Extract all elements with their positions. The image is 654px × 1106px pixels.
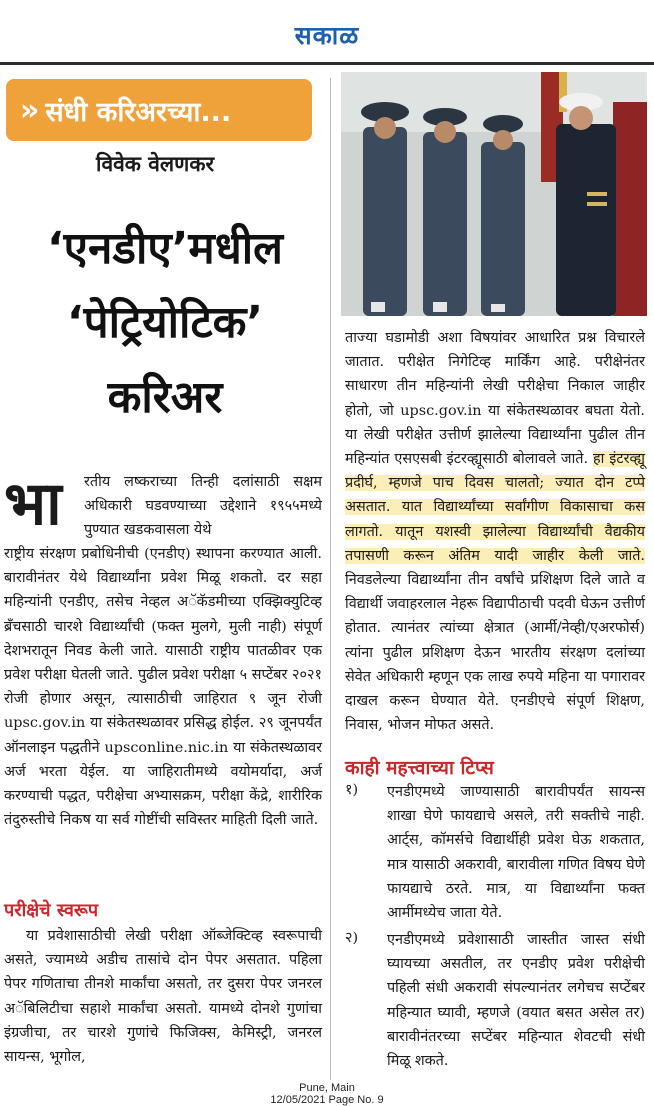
double-chevron-icon: » — [20, 92, 36, 128]
headline-line-2: ‘पेट्रियोटिक’ — [66, 297, 264, 348]
tip-item — [345, 928, 645, 1073]
section-banner-label: संधी करिअरच्या... — [45, 96, 232, 128]
intro-paragraph: राष्ट्रीय संरक्षण प्रबोधिनीची (एनडीए) स्थापना करण्यात आली. बारावीनंतर येथे विद्यार्थ्यांना प्रवेश मिळू शकतो. दर सहा महिन्यांनी एनडीए, तसेच नेव्हल अॅकॅडमीच्या एक्झिक्युटिव्ह ब्रँचसाठी चारशे विद्यार्थ्यांची (फक्त मुलगे, मुली नाही) संपूर्ण देशभरातून निवड केली जाते. यासाठी राष्ट्रीय पातळीवर एक प्रवेश परीक्षा घेतली जाते. पुढील प्रवेश परीक्षा ५ सप्टेंबर २०२१ रोजी होणार असून, त्यासाठीची जाहिरात ९ जून रोजी upsc.gov.in या संकेतस्थळावर प्रसिद्ध होईल. २९ जूनपर्यंत ऑनलाइन पद्धतीने upsconline.nic.in या संकेतस्थळावर अर्ज भरता येईल. या जाहिरातीमध्ये वयोमर्यादा, अर्ज करण्याची पद्धत, परीक्षेचा अभ्यासक्रम, परीक्षा केंद्रे, शारीरिक तंदुरुस्तीचे निकष या सर्व गोष्टींची सविस्तर माहिती दिली जाते. — [4, 546, 322, 829]
highlighted-passage: हा इंटरव्ह्यू प्रदीर्घ, म्हणजे पाच दिवस चालतो; ज्यात दोन टप्पे असतात. यात विद्यार्थ्यांच्या सर्वांगीण विकासाचा कस लागतो. यातून यशस्वी झालेल्या विद्यार्थ्यांची वैद्यकीय तपासणी करून अंतिम यादी जाहीर केली जाते. — [345, 451, 645, 564]
page-footer — [0, 1082, 654, 1106]
headline-line-1: ‘एनडीए’मधील — [46, 223, 284, 274]
tip-text: एनडीएमध्ये प्रवेशासाठी जास्तीत जास्त संधी घ्यायच्या असतील, तर एनडीए प्रवेश परीक्षेची पहिली संधी अकरावी संपल्यानंतर लगेचच सप्टेंबर महिन्यात घ्यावी, म्हणजे (वयात बसत असेल तर) बारावीनंतरच्या सप्टेंबर महिन्यात शेवटची संधी मिळू शकते. — [387, 932, 645, 1070]
exam-format-paragraph: या प्रवेशासाठीची लेखी परीक्षा ऑब्जेक्टिव्ह स्वरूपाची असते, ज्यामध्ये अडीच तासांचे दोन पेपर असतात. पहिला पेपर गणिताचा तीनशे मार्कांचा असतो, तर दुसरा पेपर जनरल अॅबिलिटीचा सहाशे मार्कांचा असतो. यामध्ये दोनशे गुणांचा इंग्रजीचा, तर चारशे गुणांचे फिजिक्स, केमिस्ट्री, जनरल सायन्स, भूगोल, — [4, 928, 322, 1066]
column-divider — [330, 78, 331, 1080]
cadets-ceremony-photo — [341, 72, 647, 316]
tip-number: १) — [345, 782, 359, 798]
header-divider — [0, 62, 654, 65]
selection-text-a: ताज्या घडामोडी अशा विषयांवर आधारित प्रश्न विचारले जातात. परीक्षेत निगेटिव्ह मार्किंग आहे. परीक्षेनंतर साधारण तीन महिन्यांनी लेखी परीक्षेचा निकाल जाहीर होतो, जो upsc.gov.in या संकेतस्थळावर बघता येतो. या लेखी परीक्षेत उत्तीर्ण झालेल्या विद्यार्थ्यांना पुढील तीन महिन्यांत एसएसबी इंटरव्ह्यूसाठी बोलावले जाते. — [345, 330, 645, 468]
selection-text-b: निवडलेल्या विद्यार्थ्यांना तीन वर्षांचे प्रशिक्षण दिले जाते व विद्यार्थी जवाहरलाल नेहरू विद्यापीठाची पदवी घेऊन उत्तीर्ण होतात. त्यानंतर त्यांच्या क्षेत्रात (आर्मी/नेव्ही/एअरफोर्स) त्यांना पुढील प्रशिक्षण देऊन भारतीय संरक्षण दलांच्या सेवेत अधिकारी म्हणून एक लाख रुपये महिना या पगारावर दाखल करून घेण्यात येते. एनडीएचे संपूर्ण शिक्षण, निवास, भोजन मोफत असते. — [345, 572, 645, 734]
tip-text: एनडीएमध्ये जाण्यासाठी बारावीपर्यंत सायन्स शाखा घेणे फायद्याचे असले, तरी सक्तीचे नाही. आर्ट्‌स, कॉमर्सचे विद्यार्थीही प्रवेश घेऊ शकतात, मात्र यासाठी अकरावी, बारावीला गणित विषय घेणे फायद्याचे ठरते. मात्र, या विद्यार्थ्यांना फक्त आर्मीमध्येच जाता येते. — [387, 784, 645, 922]
section-banner — [6, 79, 312, 141]
drop-cap: भा — [4, 469, 62, 539]
date-page-label: 12/05/2021 Page No. 9 — [270, 1094, 384, 1106]
headline-line-3: करिअर — [107, 372, 223, 423]
subhead-tips: काही महत्त्वाच्या टिप्स — [345, 757, 494, 779]
edition-label: Pune, Main — [299, 1082, 355, 1094]
tip-number: २) — [345, 930, 359, 946]
author-byline: विवेक वेलणकर — [96, 152, 215, 176]
subhead-exam-format: परीक्षेचे स्वरूप — [4, 900, 99, 921]
intro-lead: रतीय लष्कराच्या तिन्ही दलांसाठी सक्षम अधिकारी घडवण्याच्या उद्देशाने १९५५मध्ये पुण्यात खडकवासला येथे — [84, 474, 322, 539]
tip-item — [345, 780, 645, 925]
newspaper-masthead: सकाळ — [294, 21, 360, 50]
selection-paragraph — [345, 326, 645, 737]
